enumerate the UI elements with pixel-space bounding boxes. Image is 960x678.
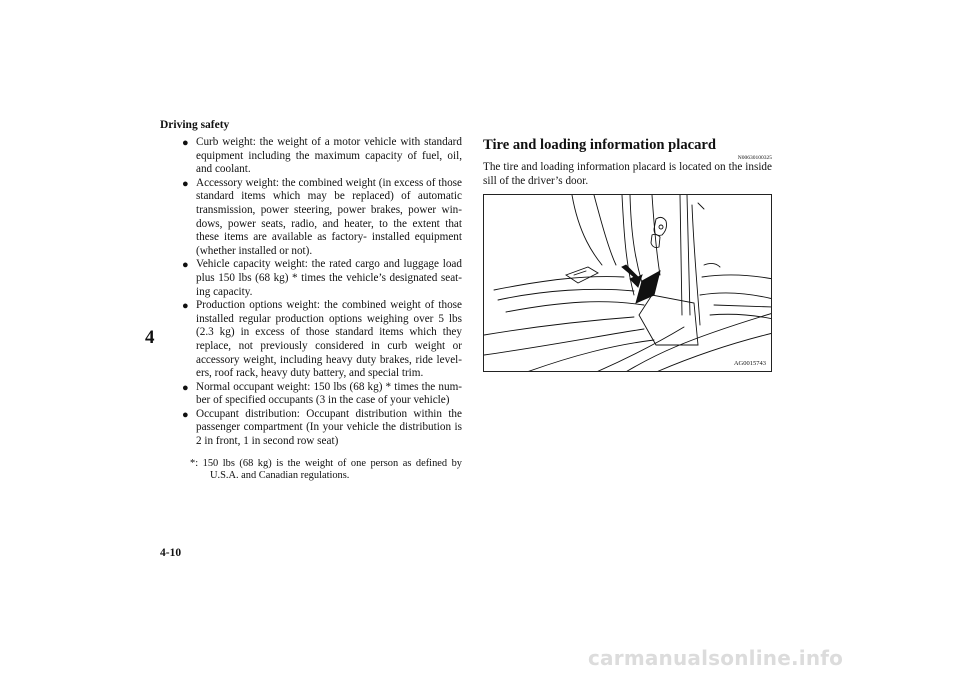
bullet-text: Production options weight: the combined weight of those installed regular production options weighing over 5 lbs (2.3 kg) in excess of those standard items which they replace, not previously considered in curb weight or accessory weight, including heavy duty brakes, ride level-ers, roof rack, heavy duty battery, and special trim. xyxy=(196,299,462,380)
figure-code: AG0015743 xyxy=(733,360,766,367)
placard-section xyxy=(483,136,772,188)
section-code: N00630100325 xyxy=(737,155,772,161)
definitions-column xyxy=(182,136,462,493)
placard-location-figure xyxy=(483,194,772,372)
door-sill-illustration xyxy=(484,195,772,372)
bullet-production-options-weight xyxy=(182,299,462,381)
bullet-text: Curb weight: the weight of a motor vehicle with standard equipment including the maximum capacity of fuel, oil, and coolant. xyxy=(196,136,462,176)
bullet-text: Normal occupant weight: 150 lbs (68 kg) * times the num-ber of specified occupants (3 in the case of your vehicle) xyxy=(196,380,462,407)
bullet-normal-occupant-weight xyxy=(182,381,462,408)
bullet-vehicle-capacity-weight xyxy=(182,258,462,299)
bullet-text: Occupant distribution: Occupant distribution within the passenger compartment (In your vehicle the distribution is 2 in front, 1 in second row seat) xyxy=(196,407,462,448)
bullet-text: Vehicle capacity weight: the rated cargo and luggage load plus 150 lbs (68 kg) * times the vehicle’s designated seat-ing capacity. xyxy=(196,258,462,298)
bullet-icon: ● xyxy=(182,259,189,272)
bullet-icon: ● xyxy=(182,137,189,149)
section-body: The tire and loading information placard is located on the inside sill of the driver’s door. xyxy=(483,161,772,187)
bullet-icon: ● xyxy=(182,381,189,394)
footnote: *: 150 lbs (68 kg) is the weight of one person as defined by U.S.A. and Canadian regulations. xyxy=(190,457,462,482)
watermark: carmanualsonline.info xyxy=(588,646,844,670)
bullet-accessory-weight xyxy=(182,177,462,259)
bullet-icon: ● xyxy=(182,177,189,190)
bullet-text: Accessory weight: the combined weight (in excess of those standard items which may be replaced) of automatic transmission, power steering, power brakes, power win-dows, power seats, radio, and heater, to the extent that these items are available as factory- installed equipment (whether installed or not). xyxy=(196,176,462,257)
bullet-occupant-distribution xyxy=(182,408,462,449)
bullet-icon: ● xyxy=(182,300,189,313)
chapter-tab: 4 xyxy=(145,327,155,348)
bullet-icon: ● xyxy=(182,408,189,421)
section-title: Tire and loading information placard xyxy=(483,137,716,153)
page-number: 4-10 xyxy=(160,547,182,559)
running-header: Driving safety xyxy=(160,119,230,131)
bullet-curb-weight xyxy=(182,136,462,177)
